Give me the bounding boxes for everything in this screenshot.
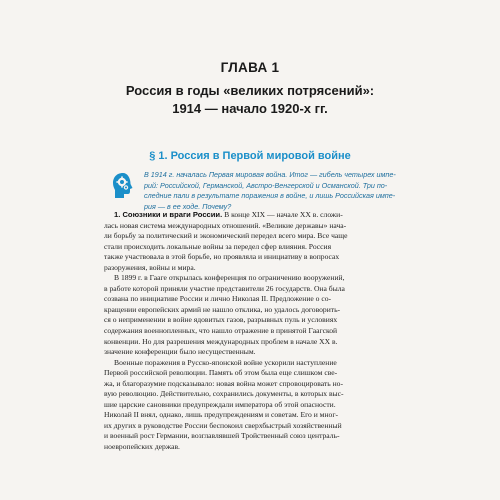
intro-line: В 1914 г. началась Первая мировая война. Итог — гибель четырех импе- bbox=[144, 170, 396, 179]
paragraph-line: ли борьбу за политический и экономический передел всего мира. Все чаще bbox=[104, 231, 348, 241]
paragraph-line: жа, и благоразумие подсказывало: новая война может спровоцировать но- bbox=[104, 378, 344, 388]
paragraph-line: Военные поражения в Русско-японской войне ускорили наступление bbox=[114, 357, 337, 367]
paragraph-line: конвенции. Но для разрешения международных проблем в начале XX в. bbox=[104, 336, 338, 346]
paragraph-line: стали происходить локальные войны за передел сфер влияния. Россия bbox=[104, 241, 332, 251]
paragraph-line: ся о неприменении в войне ядовитых газов, разрывных пуль и условиях bbox=[104, 315, 338, 325]
paragraph-line: также участвовала в этой борьбе, но проявляла и инициативу в вопросах bbox=[104, 252, 340, 262]
paragraph-line: разоружения, войны и мира. bbox=[104, 262, 196, 272]
chapter-title bbox=[60, 82, 440, 118]
paragraph-line: созвана по инициативе России и лично Николая II. Предложение о со- bbox=[104, 294, 332, 304]
paragraph-line: кращении европейских армий не нашло отклика, но удалось договорить- bbox=[104, 304, 341, 314]
paragraph-line: ноевропейских держав. bbox=[104, 442, 180, 452]
paragraph-text: В конце XIX — начале XX в. сложи- bbox=[222, 210, 343, 219]
head-gears-icon bbox=[111, 172, 135, 200]
subheading: 1. Союзники и враги России. bbox=[114, 210, 223, 219]
chapter-title-line-1: Россия в годы «великих потрясений»: bbox=[125, 83, 375, 98]
paragraph-line: значение конференции было несущественным. bbox=[104, 347, 256, 357]
intro-block bbox=[144, 170, 414, 212]
paragraph-line: вую революцию. Действительно, сохранились документы, в которых выс- bbox=[104, 389, 344, 399]
intro-line: следние пали в результате поражения в войне, и лишь Российская импе- bbox=[144, 191, 396, 201]
intro-line: рий: Российской, Германской, Австро-Венгерской и Османской. Три по- bbox=[144, 180, 388, 190]
chapter-heading: ГЛАВА 1 bbox=[220, 60, 280, 75]
paragraph-line: Первой российской революции. Память об этом была еще слишком све- bbox=[104, 368, 338, 378]
paragraph-line: В 1899 г. в Гааге открылась конференция по ограничению вооружений, bbox=[114, 273, 345, 283]
paragraph-line: и военный рост Германии, возглавлявшей Тройственный союз централь- bbox=[104, 431, 340, 441]
intro-line: рия — в ее ходе. Почему? bbox=[144, 201, 232, 211]
paragraph-line: Николай II внял, однако, лишь предупреждениям и советам. Его и мног- bbox=[104, 410, 338, 420]
paragraph-line: в работе которой приняли участие представители 26 государств. Она была bbox=[104, 283, 345, 293]
paragraph-line: их других в руководстве России беспокоил сверхбыстрый хозяйственный bbox=[104, 420, 342, 430]
paragraph-line: лась новая система международных отношений. «Великие державы» нача- bbox=[104, 220, 347, 230]
chapter-title-line-2: 1914 — начало 1920-х гг. bbox=[172, 101, 328, 116]
section-heading: § 1. Россия в Первой мировой войне bbox=[149, 150, 351, 162]
paragraph-line: шие царские сановники предупреждали императора об этой опасности. bbox=[104, 399, 336, 409]
body-text bbox=[104, 210, 404, 453]
paragraph-line bbox=[104, 210, 404, 221]
paragraph-line: содержания военнопленных, что нашло отражение в принятой Гаагской bbox=[104, 326, 338, 336]
